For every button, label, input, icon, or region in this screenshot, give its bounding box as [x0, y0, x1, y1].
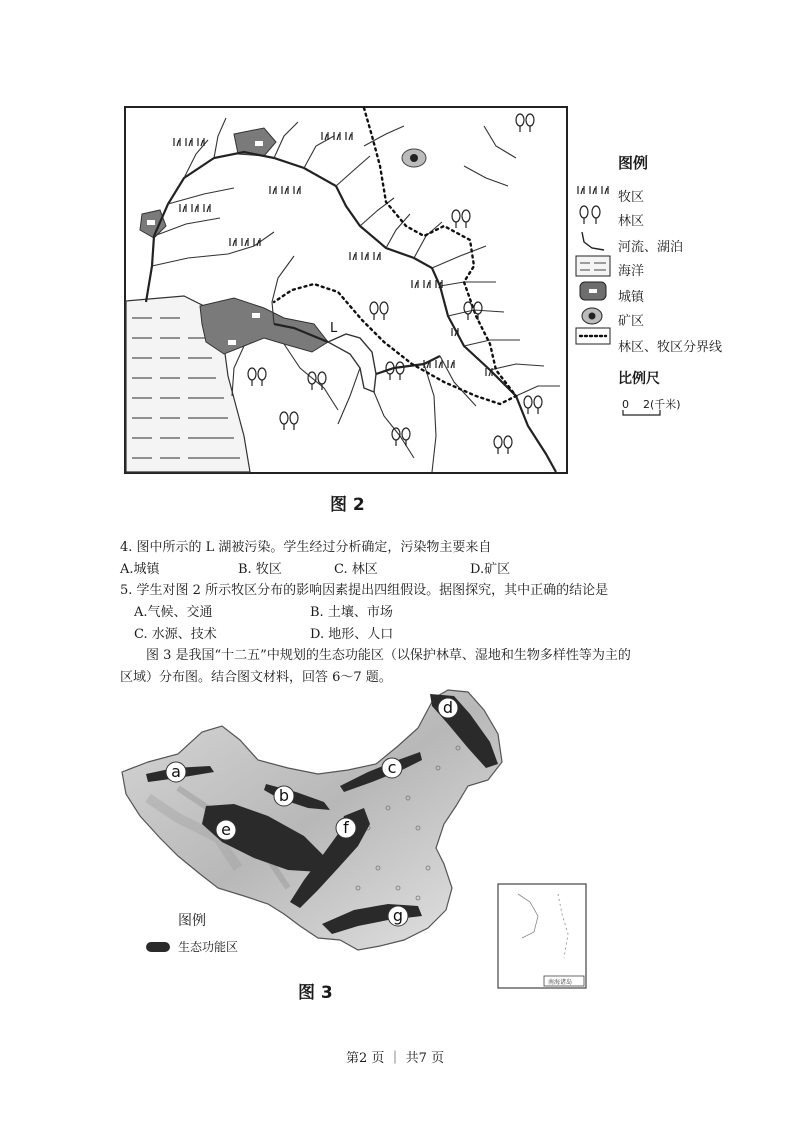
legend-label: 矿区: [618, 314, 645, 329]
zone-label-d: [438, 698, 458, 718]
zone-label-b: [274, 786, 294, 806]
legend-label: 牧区: [618, 190, 645, 205]
svg-text:b: b: [278, 786, 290, 805]
mine-icon: [582, 308, 602, 324]
zone-label-e: [216, 820, 236, 840]
figure3-caption: 图 3: [298, 983, 333, 1003]
lake-label: L: [330, 321, 338, 336]
scale-title: 比例尺: [618, 371, 660, 387]
legend-label: 城镇: [618, 290, 645, 305]
figure2-legend: [574, 152, 774, 422]
legend-icons: [574, 182, 614, 352]
page-footer: 第2 页 ｜ 共7 页: [346, 1051, 445, 1066]
svg-text:d: d: [442, 698, 454, 717]
question-4-option-c: C. 林区: [334, 562, 378, 577]
legend-label: 海洋: [618, 264, 645, 279]
question-5-option-c: C. 水源、技术: [134, 627, 217, 642]
svg-text:a: a: [171, 762, 181, 781]
question-4-option-a: A.城镇: [120, 562, 160, 577]
south-china-sea-inset: [498, 884, 586, 988]
legend-label: 林区: [618, 214, 645, 229]
figure2-caption: 图 2: [330, 495, 365, 515]
figure3-intro-line2: 区域）分布图。结合图文材料，回答 6～7 题。: [120, 670, 392, 685]
question-5-option-a: A.气候、交通: [134, 605, 213, 620]
scale-bar: [622, 410, 662, 416]
legend-title: 图例: [618, 154, 649, 172]
inset-label: 南海诸岛: [548, 979, 573, 986]
scale-text: 0 2(千米): [622, 398, 681, 411]
mine-symbol: [402, 149, 426, 167]
zone-label-c: [382, 758, 402, 778]
legend-label: 林区、牧区分界线: [618, 340, 723, 355]
question-4-stem: 4. 图中所示的 L 湖被污染。学生经过分析确定，污染物主要来自: [120, 540, 492, 555]
svg-text:c: c: [387, 758, 397, 777]
figure2-map: [124, 106, 568, 474]
legend-label: 河流、湖泊: [618, 240, 684, 255]
grass-icon: [578, 186, 608, 194]
boundary-icon: [576, 328, 610, 344]
figure3-legend-title: 图例: [178, 913, 206, 929]
question-5-option-b: B. 土壤、市场: [310, 605, 393, 620]
svg-text:f: f: [343, 818, 349, 837]
figure2-svg: [124, 106, 568, 474]
town-icon: [580, 282, 606, 300]
zone-label-f: [336, 818, 356, 838]
zone-label-a: [166, 762, 186, 782]
eco-zone-legend-swatch: [146, 942, 170, 952]
zone-label-g: [388, 906, 408, 926]
svg-text:e: e: [221, 820, 231, 839]
question-4-option-d: D.矿区: [470, 562, 511, 577]
figure3-intro-line1: 图 3 是我国“十二五”中规划的生态功能区（以保护林草、湿地和生物多样性等为主的: [146, 648, 631, 663]
svg-text:g: g: [392, 906, 404, 925]
question-5-option-d: D. 地形、人口: [310, 627, 394, 642]
figure3-legend-item: 生态功能区: [178, 940, 239, 954]
river-icon: [582, 232, 604, 250]
question-5-stem: 5. 学生对图 2 所示牧区分布的影响因素提出四组假设。据图探究，其中正确的结论是: [120, 583, 609, 598]
tree-icon: [580, 206, 600, 224]
question-4-option-b: B. 牧区: [238, 562, 282, 577]
ocean-icon: [576, 256, 610, 276]
